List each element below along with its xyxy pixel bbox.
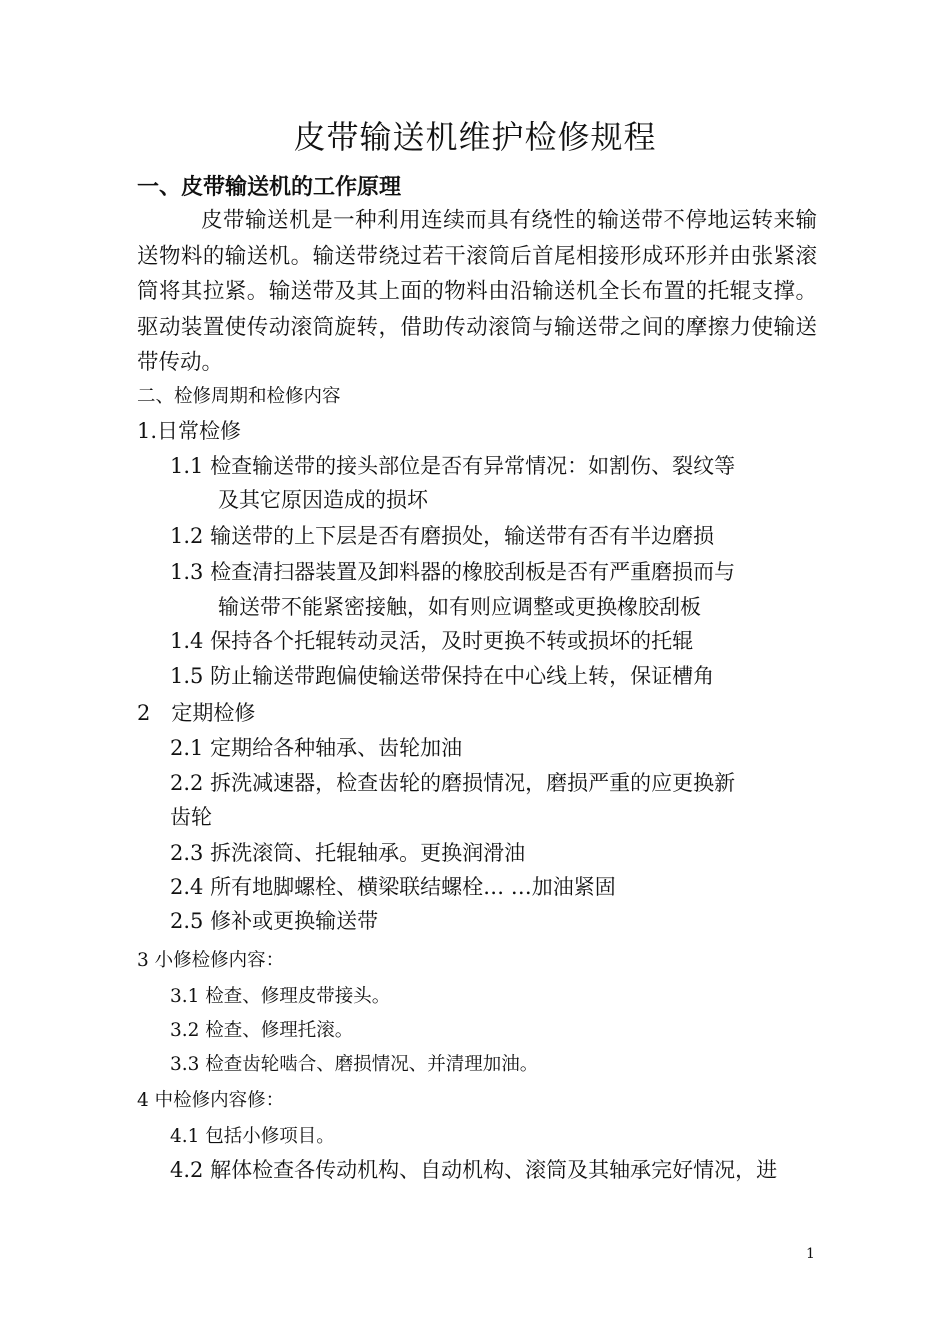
section-1-heading: 一、皮带输送机的工作原理	[137, 175, 402, 200]
daily-item-1-1: 1.1 检查输送带的接头部位是否有异常情况：如割伤、裂纹等	[170, 454, 736, 478]
minor-item-3-1: 3.1 检查、修理皮带接头。	[170, 986, 391, 1007]
daily-item-1-3: 1.3 检查清扫器装置及卸料器的橡胶刮板是否有严重磨损而与	[170, 560, 736, 584]
medium-repair-heading: 4 中检修内容修：	[137, 1090, 285, 1111]
periodic-item-2-2-cont: 齿轮	[170, 805, 212, 829]
page-number: 1	[806, 1246, 815, 1262]
daily-item-1-4: 1.4 保持各个托辊转动灵活，及时更换不转或损坏的托辊	[170, 629, 694, 653]
minor-repair-heading: 3 小修检修内容：	[137, 950, 285, 971]
daily-item-1-1-cont: 及其它原因造成的损坏	[218, 488, 428, 512]
periodic-item-2-2: 2.2 拆洗减速器，检查齿轮的磨损情况，磨损严重的应更换新	[170, 771, 736, 795]
daily-item-1-5: 1.5 防止输送带跑偏使输送带保持在中心线上转，保证槽角	[170, 664, 715, 688]
section-1-paragraph: 皮带输送机是一种利用连续而具有绕性的输送带不停地运转来输送物料的输送机。输送带绕过若干滚筒后首尾相接形成环形并由张紧滚筒将其拉紧。输送带及其上面的物料由沿输送机全长布置的托辊支撑。驱动装置使传动滚筒旋转，借助传动滚筒与输送带之间的摩擦力使输送带传动。	[137, 208, 817, 375]
minor-item-3-3: 3.3 检查齿轮啮合、磨损情况、并清理加油。	[170, 1054, 539, 1075]
daily-item-1-2: 1.2 输送带的上下层是否有磨损处，输送带有否有半边磨损	[170, 524, 715, 548]
periodic-item-2-5: 2.5 修补或更换输送带	[170, 909, 379, 933]
daily-maintenance-heading: 1.日常检修	[137, 419, 242, 443]
periodic-item-2-4: 2.4 所有地脚螺栓、横梁联结螺栓… …加油紧固	[170, 875, 616, 899]
daily-item-1-3-cont: 输送带不能紧密接触，如有则应调整或更换橡胶刮板	[218, 595, 701, 619]
minor-item-3-2: 3.2 检查、修理托滚。	[170, 1020, 354, 1041]
section-2-heading: 二、检修周期和检修内容	[137, 386, 341, 407]
medium-item-4-2: 4.2 解体检查各传动机构、自动机构、滚筒及其轴承完好情况，进	[170, 1158, 778, 1182]
periodic-item-2-1: 2.1 定期给各种轴承、齿轮加油	[170, 736, 463, 760]
medium-item-4-1: 4.1 包括小修项目。	[170, 1126, 335, 1147]
document-title: 皮带输送机维护检修规程	[293, 118, 657, 156]
periodic-maintenance-heading: 2 定期检修	[137, 701, 256, 725]
periodic-item-2-3: 2.3 拆洗滚筒、托辊轴承。更换润滑油	[170, 841, 526, 865]
